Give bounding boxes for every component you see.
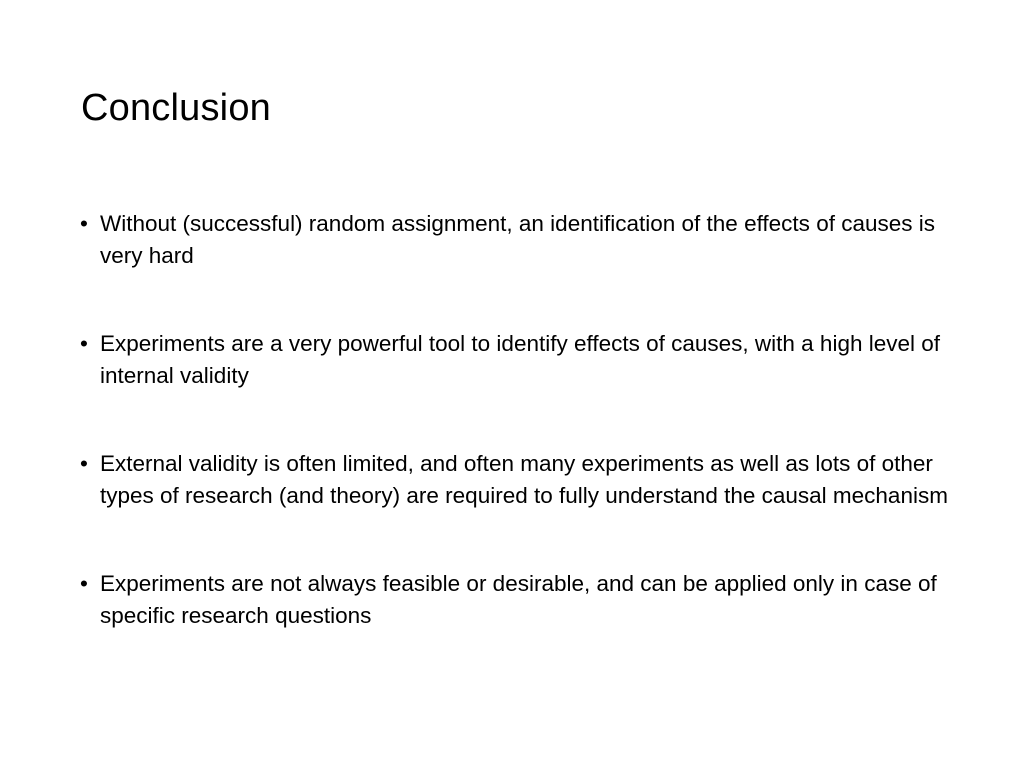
bullet-text: Without (successful) random assignment, an identification of the effects of causes is very hard bbox=[100, 211, 935, 268]
bullet-item bbox=[80, 448, 960, 512]
bullet-point-icon: • bbox=[80, 211, 88, 236]
bullet-point-icon: • bbox=[80, 571, 88, 596]
bullet-item bbox=[80, 328, 960, 392]
bullet-text: Experiments are not always feasible or desirable, and can be applied only in case of specific research questions bbox=[100, 571, 937, 628]
bullet-point-icon: • bbox=[80, 331, 88, 356]
bullet-text: Experiments are a very powerful tool to identify effects of causes, with a high level of internal validity bbox=[100, 331, 941, 388]
bullet-point-icon: • bbox=[80, 451, 88, 476]
bullet-item bbox=[80, 208, 960, 272]
bullet-list bbox=[80, 208, 960, 632]
bullet-item bbox=[80, 568, 960, 632]
bullet-text: External validity is often limited, and often many experiments as well as lots of other types of research (and theory) are required to fully understand the causal mechanism bbox=[100, 451, 948, 508]
slide-title: Conclusion bbox=[81, 87, 271, 129]
